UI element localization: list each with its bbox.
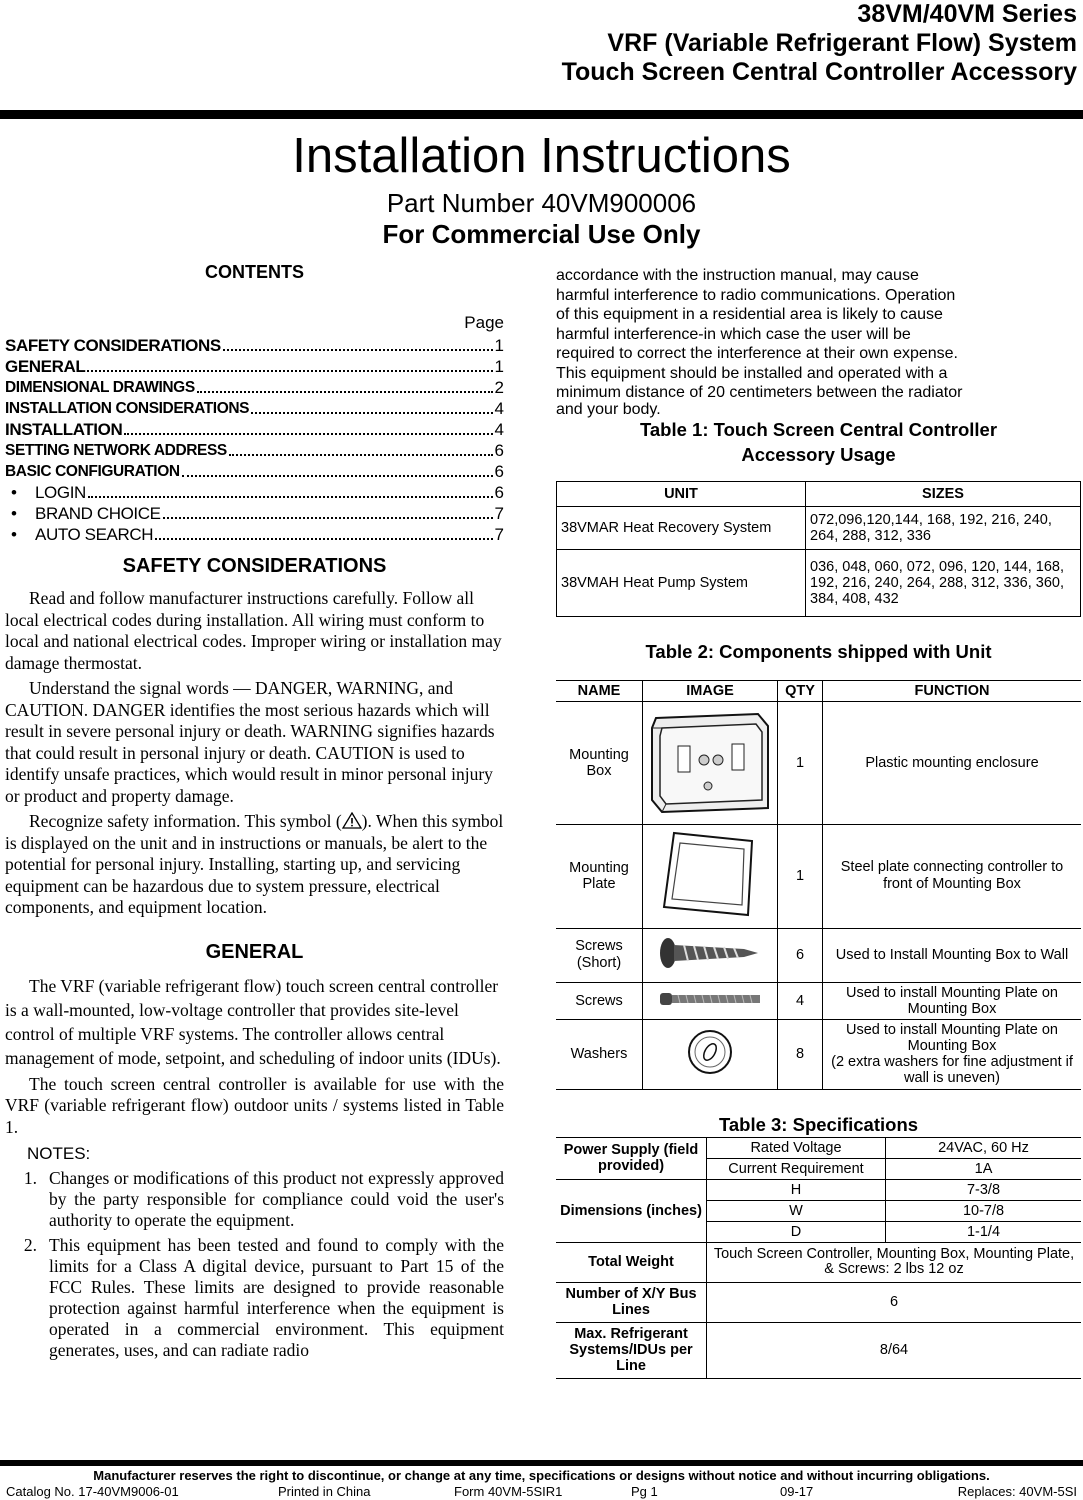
mounting-plate-image xyxy=(643,824,778,928)
footer-notice: Manufacturer reserves the right to discontinue, or change at any time, specifications or designs without notice and without incurring obligations. xyxy=(93,1468,990,1483)
general-paragraph-1: The VRF (variable refrigerant flow) touch screen central controller is a wall-mounted, low-voltage controller that provides site-level control of multiple VRF systems. The controller allows central management of mode, setpoint, and scheduling of indoor units (IDUs). xyxy=(5,975,501,1068)
components-table xyxy=(556,680,1081,1090)
form-number: Form 40VM-5SIR1 xyxy=(454,1484,563,1499)
bullet: • xyxy=(11,525,17,544)
table-row: Screws (Short) 6 Used to Install Mounting Box to Wall xyxy=(556,928,1081,982)
mounting-box-image xyxy=(643,701,778,824)
table-row: Mounting Plate 1 Steel plate connecting controller to front of Mounting Box xyxy=(556,824,1081,928)
toc-item[interactable]: DIMENSIONAL DRAWINGS 2 xyxy=(5,378,504,397)
mounting-box-icon xyxy=(648,704,772,818)
long-screw-image xyxy=(643,982,778,1019)
header-rule xyxy=(0,110,1083,119)
page-title: Installation Instructions xyxy=(292,129,791,183)
left-column xyxy=(5,262,504,1365)
general-paragraph-2: The touch screen central controller is available for use with the VRF (variable refrigerant flow) outdoor units / systems listed in Table 1. xyxy=(5,1073,504,1137)
table-row: Total Weight Touch Screen Controller, Mounting Box, Mounting Plate, & Screws: 2 lbs 12 oz xyxy=(556,1242,1081,1282)
table-row: D 1-1/4 xyxy=(556,1221,1081,1242)
table-row: Screws 4 Used to install Mounting Plate on Mounting Box xyxy=(556,982,1081,1019)
table1-caption: Table 1: Touch Screen Central Controller Accessory Usage xyxy=(639,418,998,465)
list-item: 1. Changes or modifications of this product not expressly approved by the party responsible for compliance could void the user's authority to operate the equipment. xyxy=(23,1168,504,1230)
contents-page-label: Page xyxy=(464,313,504,332)
table-header-row: UNIT SIZES xyxy=(557,481,1081,506)
part-number: Part Number 40VM900006 xyxy=(386,188,697,218)
screw-icon xyxy=(658,933,762,973)
general-heading: GENERAL xyxy=(205,940,304,963)
table-row: Number of X/Y Bus Lines 6 xyxy=(556,1282,1081,1322)
specifications-table xyxy=(556,1137,1081,1379)
table-row: Power Supply (field provided) Rated Voltage 24VAC, 60 Hz xyxy=(556,1137,1081,1158)
system-title: VRF (Variable Refrigerant Flow) System xyxy=(607,29,1077,57)
catalog-number: Catalog No. 17-40VM9006-01 xyxy=(6,1484,179,1499)
accessory-title: Touch Screen Central Controller Accessory xyxy=(561,58,1077,86)
toc-item[interactable]: BASIC CONFIGURATION 6 xyxy=(5,462,504,481)
table-of-contents xyxy=(5,335,504,545)
table-row: Dimensions (inches) H 7-3/8 xyxy=(556,1179,1081,1200)
contents-heading: CONTENTS xyxy=(205,262,304,282)
screw-icon xyxy=(658,987,762,1011)
table-row: Washers 8 Used to install Mounting Plate on Mounting Box (2 extra washers for fine adjustment if wall is uneven) xyxy=(556,1019,1081,1089)
table-row: Max. Refrigerant Systems/IDUs per Line 8/64 xyxy=(556,1322,1081,1378)
bullet: • xyxy=(11,483,17,502)
print-date: 09-17 xyxy=(780,1484,814,1499)
table3-caption: Table 3: Specifications xyxy=(718,1113,919,1135)
document-header xyxy=(562,0,1077,87)
warning-triangle-icon xyxy=(342,812,362,829)
right-column xyxy=(556,266,1081,1379)
toc-item[interactable]: INSTALLATION CONSIDERATIONS 4 xyxy=(5,399,504,418)
table-row: Mounting Box 1 Plastic mounting enclosure xyxy=(556,701,1081,824)
toc-subitem[interactable]: • AUTO SEARCH 7 xyxy=(11,525,504,544)
table-row: 38VMAH Heat Pump System 036, 048, 060, 072, 096, 120, 144, 168, 192, 216, 240, 264, 288, 312, 336, 360, 384, 408, 432 xyxy=(557,549,1081,616)
toc-subitem[interactable]: • LOGIN 6 xyxy=(11,483,504,502)
toc-item[interactable]: GENERAL 1 xyxy=(5,357,504,376)
list-item: 2. This equipment has been tested and found to comply with the limits for a Class A digital device, pursuant to Part 15 of the FCC Rules. These limits are designed to provide reasonable protection against harmful interference when the equipment is operated in a commercial environment. This equipment generates, uses, and can radiate radio xyxy=(23,1235,504,1360)
notes-list xyxy=(5,1168,504,1361)
printed-in: Printed in China xyxy=(278,1484,371,1499)
usage-table xyxy=(556,481,1081,617)
short-screw-image xyxy=(643,928,778,982)
safety-paragraph-3: Recognize safety information. This symbol ( ). When this symbol is displayed on the unit and in instructions or manuals, be alert to the potential for personal injury. Installing, starting up, and servicing equipment can be hazardous due to system pressure, electrical components, and equipment location. xyxy=(5,811,504,917)
replaces: Replaces: 40VM-5SI xyxy=(957,1484,1077,1499)
table-row: 38VMAR Heat Recovery System 072,096,120,144, 168, 192, 216, 240, 264, 288, 312, 336 xyxy=(557,506,1081,549)
washer-icon xyxy=(685,1027,735,1077)
table2-caption: Table 2: Components shipped with Unit xyxy=(645,640,992,662)
toc-item[interactable]: SETTING NETWORK ADDRESS 6 xyxy=(5,441,504,460)
table-row: W 10-7/8 xyxy=(556,1200,1081,1221)
commercial-use-note: For Commercial Use Only xyxy=(382,219,701,249)
toc-item[interactable]: INSTALLATION 4 xyxy=(5,420,504,439)
washer-image xyxy=(643,1019,778,1089)
series-title: 38VM/40VM Series xyxy=(857,0,1077,28)
safety-paragraph-2: Understand the signal words — DANGER, WARNING, and CAUTION. DANGER identifies the most serious hazards which will result in severe personal injury or death. WARNING signifies hazards that could result in personal injury or death. CAUTION is used to identify unsafe practices, which would result in minor personal injury or product and property damage. xyxy=(5,678,495,806)
table-header-row: NAME IMAGE QTY FUNCTION xyxy=(556,680,1081,701)
fcc-continued-text: accordance with the instruction manual, may cause harmful interference to radio communications. Operation of this equipment in a residential area is likely to cause harmful interference-in which case the user will be required to correct the interference at their own expense. This equipment should be installed and operated with a minimum distance of 20 centimeters between the radiator and your body. xyxy=(556,267,963,418)
toc-item[interactable]: SAFETY CONSIDERATIONS 1 xyxy=(5,336,504,355)
page-number: Pg 1 xyxy=(631,1484,658,1499)
safety-heading: SAFETY CONSIDERATIONS xyxy=(122,555,387,577)
safety-paragraph-1: Read and follow manufacturer instructions carefully. Follow all local electrical codes during installation. All wiring must conform to local and national electrical codes. Improper wiring or installation may damage thermostat. xyxy=(5,588,502,673)
toc-subitem[interactable]: • BRAND CHOICE 7 xyxy=(11,504,504,523)
bullet: • xyxy=(11,504,17,523)
table-row: Current Requirement 1A xyxy=(556,1158,1081,1179)
notes-label: NOTES: xyxy=(27,1144,91,1163)
mounting-plate-icon xyxy=(660,829,760,919)
footer-rule xyxy=(0,1460,1083,1466)
